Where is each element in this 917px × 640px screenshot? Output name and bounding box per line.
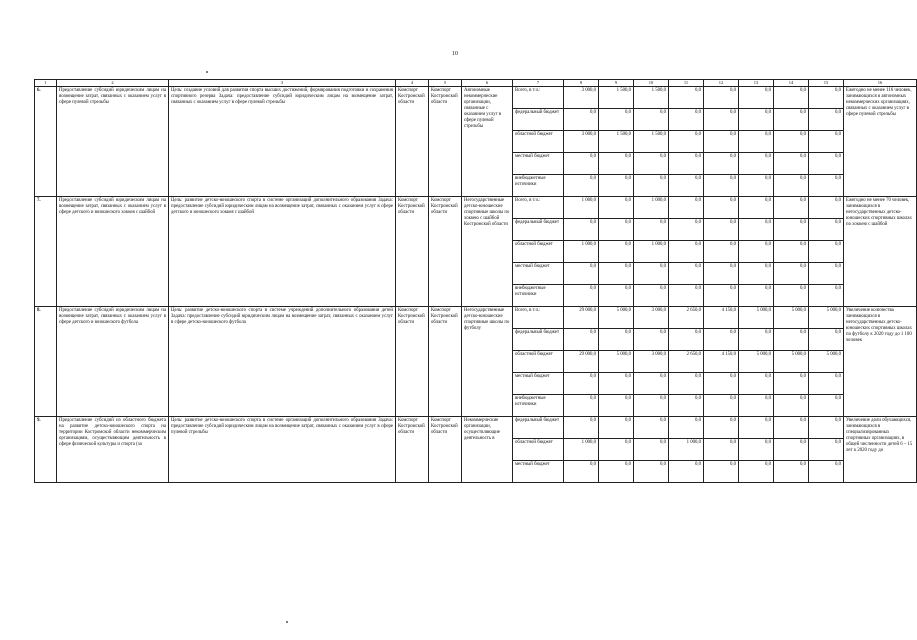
funding-value: 0,0 (564, 263, 599, 285)
funding-value: 0,0 (739, 417, 774, 439)
funding-value: 0,0 (739, 329, 774, 351)
funding-source: внебюджетные источники (513, 395, 564, 417)
funding-value: 1 500,0 (599, 87, 634, 109)
funding-value: 0,0 (599, 373, 634, 395)
row-number: 8. (35, 307, 57, 417)
funding-source: местный бюджет (513, 373, 564, 395)
funding-source: областной бюджет (513, 439, 564, 461)
funding-source: федеральный бюджет (513, 329, 564, 351)
co-executor: Комспорт Костромской области (429, 307, 462, 417)
funding-value: 0,0 (669, 373, 704, 395)
funding-value: 0,0 (774, 241, 809, 263)
funding-value: 0,0 (704, 329, 739, 351)
funding-value: 0,0 (704, 153, 739, 175)
finance-row (35, 197, 917, 219)
funding-value: 0,0 (809, 197, 844, 219)
funding-value: 0,0 (564, 395, 599, 417)
funding-value: 0,0 (634, 263, 669, 285)
funding-value: 0,0 (634, 417, 669, 439)
participants: Негосударственные детско-юношеские спортивные школы по хоккею с шайбой Костромской области (462, 197, 513, 307)
funding-source: местный бюджет (513, 461, 564, 483)
funding-value: 0,0 (704, 373, 739, 395)
funding-value: 5 000,0 (809, 351, 844, 373)
header-cell: 11 (669, 80, 704, 87)
funding-value: 0,0 (704, 175, 739, 197)
funding-value: 5 000,0 (774, 351, 809, 373)
funding-value: 5 000,0 (809, 307, 844, 329)
funding-value: 0,0 (774, 219, 809, 241)
funding-value: 0,0 (739, 175, 774, 197)
funding-source: областной бюджет (513, 131, 564, 153)
funding-value: 0,0 (599, 417, 634, 439)
funding-value: 0,0 (809, 109, 844, 131)
measure-name: Предоставление субсидий юридическим лицам на возмещение затрат, связанных с оказанием услуг в сфере пулевой стрельбы (57, 87, 169, 197)
co-executor: Комспорт Костромской области (429, 87, 462, 197)
funding-value: 0,0 (669, 197, 704, 219)
funding-value: 0,0 (599, 395, 634, 417)
funding-source: федеральный бюджет (513, 417, 564, 439)
header-cell: 7 (513, 80, 564, 87)
funding-value: 0,0 (599, 197, 634, 219)
funding-value: 1 500,0 (634, 131, 669, 153)
funding-value: 0,0 (739, 109, 774, 131)
funding-value: 0,0 (669, 153, 704, 175)
funding-value: 29 000,0 (564, 307, 599, 329)
funding-source: федеральный бюджет (513, 109, 564, 131)
funding-value: 0,0 (704, 439, 739, 461)
funding-value: 0,0 (739, 153, 774, 175)
goal-and-task: Цель: развитие детско-юношеского спорта в системе организаций дополнительного образования Задача: предоставление субсидий юридическим лицам на возмещение затрат, связанных с оказанием услуг в сфере детского и юношеского хоккея с шайбой (169, 197, 396, 307)
expected-result: Увеличение количества занимающихся в негосударственных детско-юношеских спортивных школах по футболу к 2020 году до 1 100 человек (844, 307, 917, 417)
funding-value: 0,0 (739, 131, 774, 153)
funding-value: 0,0 (564, 175, 599, 197)
funding-value: 0,0 (809, 153, 844, 175)
funding-value: 0,0 (634, 109, 669, 131)
funding-value: 0,0 (564, 329, 599, 351)
executor: Комспорт Костромской области (396, 417, 429, 483)
funding-value: 0,0 (704, 395, 739, 417)
expected-result: Увеличение доли обучающихся, занимающихся в специализированных спортивных организациях, в общей численности детей 6 – 15 лет к 2020 году до (844, 417, 917, 483)
header-cell: 5 (429, 80, 462, 87)
funding-value: 0,0 (634, 461, 669, 483)
funding-value: 0,0 (809, 219, 844, 241)
funding-value: 2 650,0 (669, 307, 704, 329)
funding-value: 0,0 (634, 219, 669, 241)
funding-value: 0,0 (809, 241, 844, 263)
funding-value: 0,0 (669, 109, 704, 131)
funding-value: 0,0 (774, 87, 809, 109)
header-cell: 15 (809, 80, 844, 87)
funding-value: 0,0 (739, 285, 774, 307)
funding-value: 0,0 (704, 109, 739, 131)
funding-value: 4 150,0 (704, 307, 739, 329)
funding-value: 0,0 (599, 175, 634, 197)
header-cell: 13 (739, 80, 774, 87)
funding-value: 0,0 (809, 461, 844, 483)
header-cell: 8 (564, 80, 599, 87)
funding-value: 0,0 (704, 417, 739, 439)
scan-speck (286, 621, 288, 623)
funding-value: 0,0 (809, 175, 844, 197)
goal-and-task: Цель: развитие детско-юношеского спорта в системе учреждений дополнительного образования детей Задача: предоставление субсидий юридическим лицам на возмещение затрат, связанных с оказанием услуг в сфере детско-юношеского футбола (169, 307, 396, 417)
co-executor: Комспорт Костромской области (429, 197, 462, 307)
funding-value: 0,0 (739, 87, 774, 109)
executor: Комспорт Костромской области (396, 87, 429, 197)
funding-value: 0,0 (809, 131, 844, 153)
funding-value: 5 000,0 (774, 307, 809, 329)
funding-value: 0,0 (669, 329, 704, 351)
funding-value: 1 000,0 (634, 197, 669, 219)
funding-source: внебюджетные источники (513, 285, 564, 307)
header-cell: 16 (844, 80, 917, 87)
row-number: 7. (35, 197, 57, 307)
funding-value: 0,0 (809, 329, 844, 351)
funding-value: 0,0 (739, 197, 774, 219)
funding-value: 0,0 (809, 263, 844, 285)
finance-row (35, 87, 917, 109)
row-number: 6. (35, 87, 57, 197)
funding-value: 0,0 (634, 329, 669, 351)
funding-value: 0,0 (774, 461, 809, 483)
funding-value: 0,0 (774, 285, 809, 307)
executor: Комспорт Костромской области (396, 197, 429, 307)
funding-value: 0,0 (739, 241, 774, 263)
funding-value: 2 650,0 (669, 351, 704, 373)
finance-row (35, 307, 917, 329)
funding-value: 0,0 (669, 241, 704, 263)
finance-row (35, 417, 917, 439)
program-table (34, 79, 917, 483)
funding-value: 0,0 (564, 461, 599, 483)
participants: Автономные некоммерческие организации, связанные с оказанием услуг в сфере пулевой стрельбы (462, 87, 513, 197)
funding-value: 4 150,0 (704, 351, 739, 373)
funding-value: 0,0 (669, 461, 704, 483)
funding-source: Всего, в т.ч.: (513, 197, 564, 219)
header-cell: 10 (634, 80, 669, 87)
funding-value: 0,0 (669, 87, 704, 109)
funding-value: 1 000,0 (634, 241, 669, 263)
funding-value: 0,0 (669, 417, 704, 439)
funding-value: 0,0 (704, 461, 739, 483)
funding-value: 0,0 (564, 219, 599, 241)
funding-value: 0,0 (774, 153, 809, 175)
goal-and-task: Цель: развитие детско-юношеского спорта в системе организаций дополнительного образования Задача: предоставление субсидий юридическим лицам на возмещение затрат, связанных с оказанием услуг в сфере пулевой стрельбы (169, 417, 396, 483)
funding-value: 0,0 (774, 417, 809, 439)
funding-source: областной бюджет (513, 241, 564, 263)
funding-value: 0,0 (704, 131, 739, 153)
funding-value: 5 000,0 (599, 307, 634, 329)
funding-value: 1 000,0 (564, 197, 599, 219)
funding-value: 0,0 (704, 219, 739, 241)
header-cell: 3 (169, 80, 396, 87)
funding-value: 3 000,0 (564, 131, 599, 153)
funding-value: 0,0 (809, 285, 844, 307)
funding-value: 0,0 (634, 395, 669, 417)
funding-value: 0,0 (669, 131, 704, 153)
funding-value: 3 000,0 (634, 351, 669, 373)
funding-value: 0,0 (704, 263, 739, 285)
funding-value: 1 000,0 (669, 439, 704, 461)
funding-value: 0,0 (774, 329, 809, 351)
funding-source: федеральный бюджет (513, 219, 564, 241)
funding-source: Всего, в т.ч.: (513, 307, 564, 329)
funding-value: 0,0 (564, 373, 599, 395)
funding-value: 0,0 (809, 439, 844, 461)
measure-name: Предоставление субсидий из областного бюджета на развитие детско-юношеского спорта на территории Костромской области некоммерческим организациям, осуществляющим деятельность в сфере физической культуры и спорта (за (57, 417, 169, 483)
funding-value: 0,0 (634, 175, 669, 197)
funding-value: 0,0 (809, 87, 844, 109)
funding-value: 0,0 (774, 175, 809, 197)
funding-value: 0,0 (599, 241, 634, 263)
header-cell: 9 (599, 80, 634, 87)
funding-source: местный бюджет (513, 263, 564, 285)
header-cell: 2 (57, 80, 169, 87)
funding-value: 0,0 (564, 285, 599, 307)
funding-value: 0,0 (669, 175, 704, 197)
executor: Комспорт Костромской области (396, 307, 429, 417)
funding-value: 0,0 (634, 285, 669, 307)
funding-value: 5 000,0 (739, 351, 774, 373)
funding-value: 0,0 (599, 263, 634, 285)
funding-value: 1 000,0 (564, 439, 599, 461)
column-number-header (35, 80, 917, 87)
row-number: 9. (35, 417, 57, 483)
funding-value: 0,0 (774, 395, 809, 417)
co-executor: Комспорт Костромской области (429, 417, 462, 483)
funding-value: 0,0 (704, 87, 739, 109)
header-cell: 12 (704, 80, 739, 87)
funding-value: 0,0 (669, 395, 704, 417)
measure-name: Предоставление субсидий юридическим лицам на возмещение затрат, связанных с оказанием услуг в сфере детского и юношеского футбола (57, 307, 169, 417)
scan-speck (206, 71, 208, 73)
funding-source: областной бюджет (513, 351, 564, 373)
funding-value: 0,0 (739, 461, 774, 483)
funding-value: 0,0 (704, 285, 739, 307)
page-number: 10 (452, 51, 458, 57)
funding-value: 0,0 (669, 285, 704, 307)
header-cell: 1 (35, 80, 57, 87)
funding-value: 0,0 (599, 461, 634, 483)
funding-value: 5 000,0 (599, 351, 634, 373)
funding-value: 0,0 (599, 329, 634, 351)
funding-value: 0,0 (599, 285, 634, 307)
funding-value: 0,0 (599, 219, 634, 241)
funding-value: 0,0 (739, 395, 774, 417)
funding-value: 0,0 (739, 263, 774, 285)
funding-value: 0,0 (599, 439, 634, 461)
funding-value: 0,0 (774, 373, 809, 395)
funding-value: 0,0 (809, 417, 844, 439)
funding-value: 0,0 (634, 373, 669, 395)
funding-value: 0,0 (704, 197, 739, 219)
funding-value: 0,0 (564, 153, 599, 175)
participants: Некоммерческие организации, осуществляющие деятельность в (462, 417, 513, 483)
goal-and-task: Цель: создание условий для развития спорта высших достижений, формирования подготовки и сохранения спортивного резерва Задача: предоставление субсидий юридическим лицам на возмещение затрат, связанных с оказанием услуг в сфере пулевой стрельбы (169, 87, 396, 197)
funding-value: 0,0 (809, 395, 844, 417)
funding-value: 1 500,0 (634, 87, 669, 109)
funding-value: 29 000,0 (564, 351, 599, 373)
funding-value: 0,0 (774, 131, 809, 153)
measure-name: Предоставление субсидий юридическим лицам на возмещение затрат, связанных с оказанием услуг в сфере детского и юношеского хоккея с шайбой (57, 197, 169, 307)
header-cell: 4 (396, 80, 429, 87)
funding-value: 3 000,0 (564, 87, 599, 109)
funding-value: 0,0 (564, 417, 599, 439)
funding-value: 0,0 (564, 109, 599, 131)
funding-value: 1 000,0 (564, 241, 599, 263)
funding-source: внебюджетные источники (513, 175, 564, 197)
funding-value: 0,0 (809, 373, 844, 395)
funding-value: 0,0 (704, 241, 739, 263)
funding-value: 3 000,0 (634, 307, 669, 329)
funding-value: 0,0 (599, 109, 634, 131)
expected-result: Ежегодно не менее 116 человек, занимающихся в автономных некоммерческих организациях, связанных с оказанием услуг в сфере пулевой стрельбы (844, 87, 917, 197)
funding-value: 0,0 (774, 109, 809, 131)
funding-value: 0,0 (669, 219, 704, 241)
funding-source: Всего, в т.ч.: (513, 87, 564, 109)
header-cell: 14 (774, 80, 809, 87)
participants: Негосударственные детско-юношеские спортивные школы по футболу (462, 307, 513, 417)
funding-source: местный бюджет (513, 153, 564, 175)
funding-value: 0,0 (739, 373, 774, 395)
funding-value: 0,0 (774, 197, 809, 219)
funding-value: 0,0 (669, 263, 704, 285)
header-cell: 6 (462, 80, 513, 87)
funding-value: 0,0 (634, 153, 669, 175)
funding-value: 0,0 (774, 263, 809, 285)
funding-value: 0,0 (599, 153, 634, 175)
funding-value: 0,0 (739, 219, 774, 241)
funding-value: 0,0 (634, 439, 669, 461)
expected-result: Ежегодно не менее 70 человек, занимающихся в негосударственных детско-юношеских спортивных школах по хоккею с шайбой (844, 197, 917, 307)
funding-value: 1 500,0 (599, 131, 634, 153)
funding-value: 5 000,0 (739, 307, 774, 329)
funding-value: 0,0 (739, 439, 774, 461)
funding-value: 0,0 (774, 439, 809, 461)
